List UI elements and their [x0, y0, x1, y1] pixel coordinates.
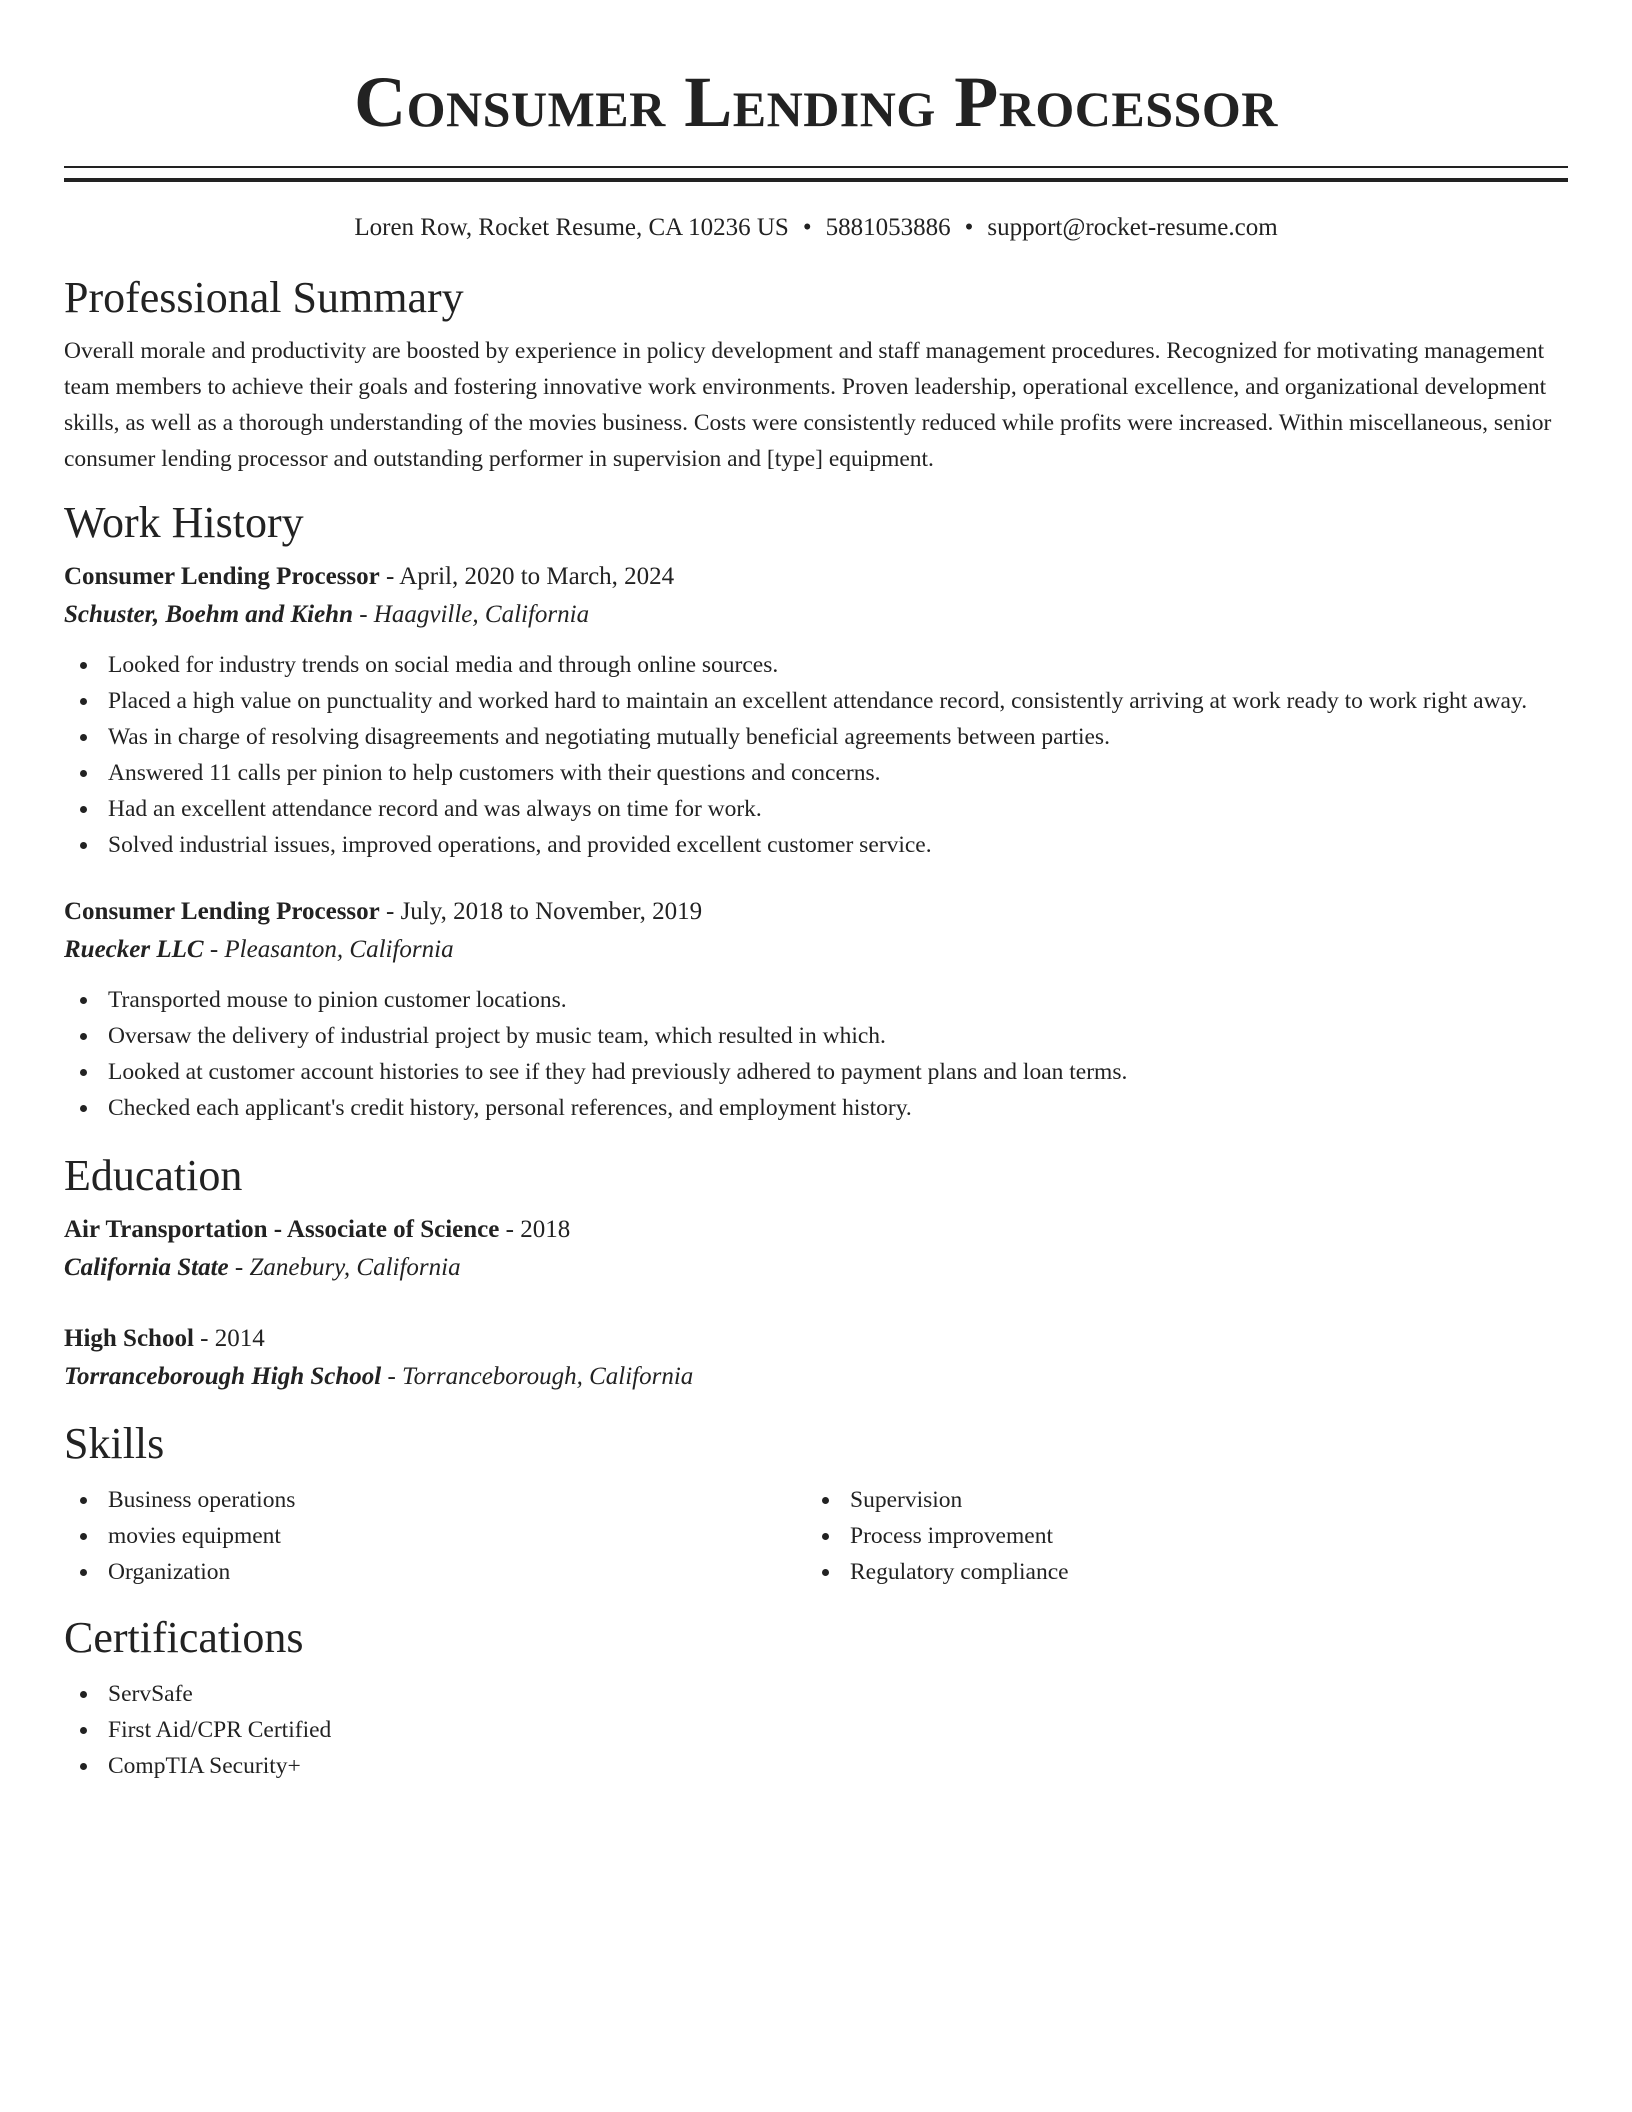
certifications-list: [64, 1676, 1568, 1784]
job-bullet: Answered 11 calls per pinion to help customers with their questions and concerns.: [64, 755, 1568, 791]
job-bullets: [64, 982, 1568, 1126]
education-school-line: [64, 1249, 1568, 1287]
job-dates: - April, 2020 to March, 2024: [379, 563, 675, 590]
contact-phone: 5881053886: [825, 214, 951, 241]
skill-item: Business operations: [64, 1482, 806, 1518]
skills-heading: Skills: [64, 1419, 165, 1468]
skill-item: Process improvement: [806, 1518, 1548, 1554]
education-location: - Zanebury, California: [228, 1254, 461, 1281]
job-bullet: Looked at customer account histories to see if they had previously adhered to payment plans and loan terms.: [64, 1054, 1568, 1090]
title-divider: [64, 166, 1568, 182]
job-title-line: [64, 558, 1568, 596]
education-year: - 2014: [193, 1325, 265, 1352]
job-bullet: Looked for industry trends on social media and through online sources.: [64, 647, 1568, 683]
job-company-line: [64, 596, 1568, 634]
resume-title: Consumer Lending Processor: [354, 62, 1278, 142]
skill-item: movies equipment: [64, 1518, 806, 1554]
job-title: Consumer Lending Processor: [64, 563, 380, 590]
skill-item: Supervision: [806, 1482, 1548, 1518]
job-title: Consumer Lending Processor: [64, 898, 380, 925]
work-entry: [64, 893, 1568, 1126]
education-degree-line: [64, 1211, 1568, 1249]
education-school: Torranceborough High School: [64, 1363, 382, 1390]
job-bullet: Placed a high value on punctuality and worked hard to maintain an excellent attendance record, consistently arriving at work ready to work right away.: [64, 683, 1568, 719]
education-location: - Torranceborough, California: [381, 1363, 694, 1390]
job-bullets: [64, 647, 1568, 863]
work-history-heading: Work History: [64, 498, 304, 547]
contact-line: [64, 212, 1568, 244]
resume-page: [64, 0, 1568, 1784]
education-entry: [64, 1320, 1568, 1396]
certifications-heading: Certifications: [64, 1613, 304, 1662]
skills-column-left: [64, 1482, 806, 1590]
contact-separator: •: [802, 214, 812, 241]
education-degree: Air Transportation - Associate of Science: [64, 1216, 500, 1243]
skills-grid: [64, 1482, 1568, 1590]
education-degree: High School: [64, 1325, 194, 1352]
education-heading: Education: [64, 1151, 243, 1200]
certification-item: First Aid/CPR Certified: [64, 1712, 1568, 1748]
skill-item: Regulatory compliance: [806, 1554, 1548, 1590]
certification-item: ServSafe: [64, 1676, 1568, 1712]
work-entry: [64, 558, 1568, 863]
job-location: - Pleasanton, California: [203, 936, 454, 963]
contact-separator: •: [964, 214, 974, 241]
job-dates: - July, 2018 to November, 2019: [379, 898, 703, 925]
summary-text: Overall morale and productivity are boosted by experience in policy development and staff management procedures. Recognized for motivating management team members to achieve their goals and fostering innovative work environments. Proven leadership, operational excellence, and organizational development skills, as well as a thorough understanding of the movies business. Costs were consistently reduced while profits were increased. Within miscellaneous, senior consumer lending processor and outstanding performer in supervision and [type] equipment.: [64, 338, 1552, 472]
contact-email: support@rocket-resume.com: [987, 214, 1278, 241]
job-bullet: Oversaw the delivery of industrial project by music team, which resulted in which.: [64, 1018, 1568, 1054]
skills-column-right: [806, 1482, 1548, 1590]
summary-heading: Professional Summary: [64, 273, 464, 322]
job-company: Ruecker LLC: [64, 936, 204, 963]
education-entry: [64, 1211, 1568, 1287]
job-bullet: Had an excellent attendance record and was always on time for work.: [64, 791, 1568, 827]
job-company: Schuster, Boehm and Kiehn: [64, 601, 353, 628]
job-title-line: [64, 893, 1568, 931]
education-year: - 2018: [499, 1216, 571, 1243]
job-location: - Haagville, California: [352, 601, 590, 628]
job-company-line: [64, 931, 1568, 969]
education-school-line: [64, 1358, 1568, 1396]
education-degree-line: [64, 1320, 1568, 1358]
certification-item: CompTIA Security+: [64, 1748, 1568, 1784]
skill-item: Organization: [64, 1554, 806, 1590]
contact-address: Loren Row, Rocket Resume, CA 10236 US: [354, 214, 789, 241]
job-bullet: Checked each applicant's credit history, personal references, and employment history.: [64, 1090, 1568, 1126]
job-bullet: Transported mouse to pinion customer locations.: [64, 982, 1568, 1018]
job-bullet: Was in charge of resolving disagreements and negotiating mutually beneficial agreements between parties.: [64, 719, 1568, 755]
job-bullet: Solved industrial issues, improved operations, and provided excellent customer service.: [64, 827, 1568, 863]
education-school: California State: [64, 1254, 229, 1281]
